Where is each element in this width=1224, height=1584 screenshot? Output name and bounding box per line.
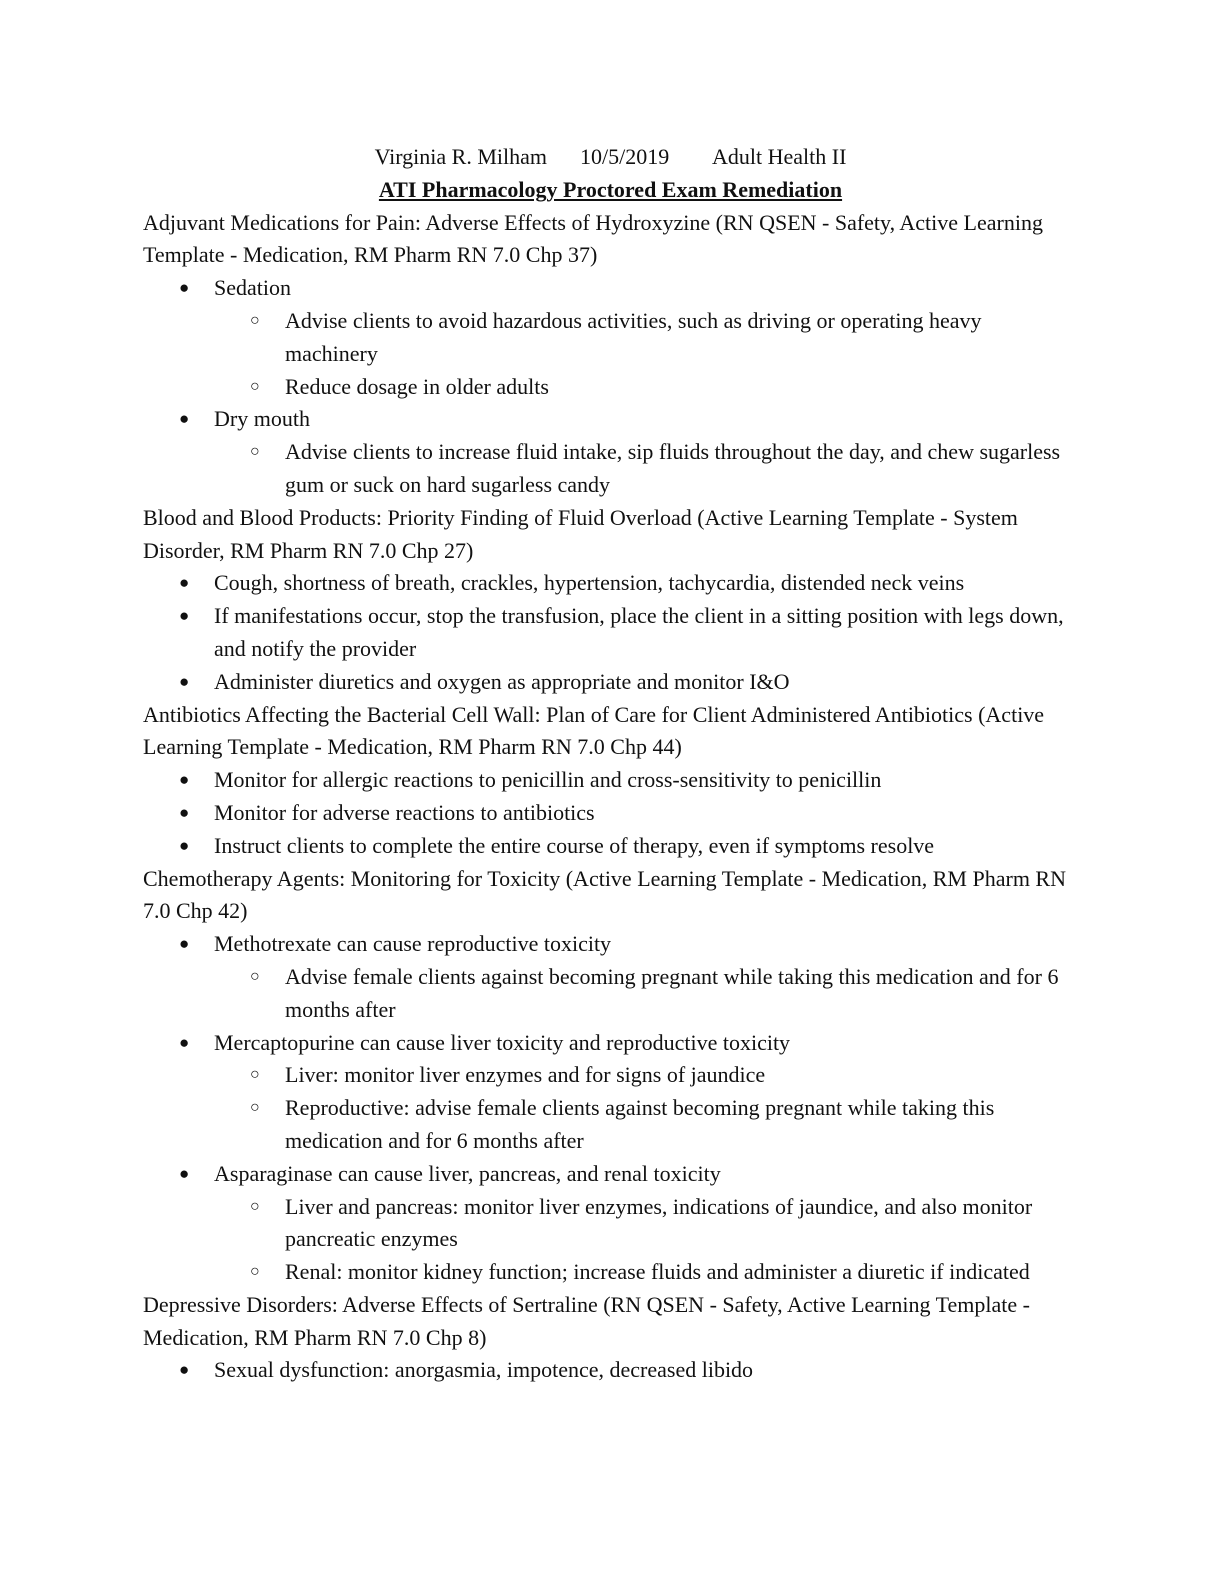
bullet-icon: ● [179, 934, 190, 954]
document-date: 10/5/2019 [580, 144, 670, 169]
list-item-text: Mercaptopurine can cause liver toxicity and reproductive toxicity [214, 1029, 791, 1055]
sub-list-item-text: Liver and pancreas: monitor liver enzymes, indications of jaundice, and also monitor pancreatic enzymes [285, 1193, 1033, 1252]
list-item [143, 600, 1078, 666]
circle-bullet-icon: ○ [250, 1263, 260, 1281]
bullet-icon: ● [179, 606, 190, 626]
sub-list-item [143, 961, 1078, 1027]
sub-list-item [143, 1256, 1078, 1289]
sub-list-item-text: Reproductive: advise female clients against becoming pregnant while taking this medication and for 6 months after [285, 1095, 995, 1153]
list-item [143, 1027, 1078, 1060]
circle-bullet-icon: ○ [250, 1066, 260, 1084]
course-name: Adult Health II [712, 144, 847, 169]
list-item [143, 567, 1078, 600]
sub-list-item-text: Reduce dosage in older adults [285, 373, 549, 399]
list-item [143, 797, 1078, 830]
list-item-text: If manifestations occur, stop the transfusion, place the client in a sitting position with legs down, and notify the provider [214, 603, 1064, 661]
section-heading: Blood and Blood Products: Priority Finding of Fluid Overload (Active Learning Template - System Disorder, RM Pharm RN 7.0 Chp 27) [143, 504, 1018, 563]
list-item-text: Monitor for adverse reactions to antibiotics [214, 799, 595, 825]
list-item-text: Cough, shortness of breath, crackles, hypertension, tachycardia, distended neck veins [214, 570, 965, 596]
bullet-icon: ● [179, 1032, 190, 1052]
sub-list-item-text: Advise female clients against becoming pregnant while taking this medication and for 6 months after [285, 963, 1059, 1022]
list-item [143, 272, 1078, 305]
sub-list-item-text: Renal: monitor kidney function; increase fluids and administer a diuretic if indicated [285, 1259, 1030, 1285]
section-heading: Depressive Disorders: Adverse Effects of Sertraline (RN QSEN - Safety, Active Learning Template - Medication, RM Pharm RN 7.0 Chp 8) [143, 1291, 1030, 1350]
sub-list-item [143, 1092, 1078, 1158]
section-heading: Chemotherapy Agents: Monitoring for Toxicity (Active Learning Template - Medication, RM Pharm RN 7.0 Chp 42) [143, 865, 1066, 924]
sections-container [143, 207, 1078, 1388]
list-item [143, 1354, 1078, 1387]
list-item-text: Dry mouth [214, 406, 310, 432]
bullet-icon: ● [179, 671, 190, 691]
list-item [143, 830, 1078, 863]
bullet-list [143, 1354, 1078, 1387]
list-item-text: Asparaginase can cause liver, pancreas, and renal toxicity [214, 1160, 721, 1186]
list-item [143, 928, 1078, 961]
bullet-icon: ● [179, 573, 190, 593]
document-body [143, 141, 1078, 1387]
bullet-icon: ● [179, 278, 190, 298]
list-item [143, 666, 1078, 699]
bullet-list [143, 764, 1078, 862]
author-name: Virginia R. Milham [374, 144, 547, 169]
sub-list-item-text: Liver: monitor liver enzymes and for signs of jaundice [285, 1062, 766, 1088]
bullet-icon: ● [179, 835, 190, 855]
sub-list-item [143, 1191, 1078, 1257]
bullet-icon: ● [179, 802, 190, 822]
bullet-list [143, 567, 1078, 698]
sub-list-item [143, 1059, 1078, 1092]
circle-bullet-icon: ○ [250, 1099, 260, 1117]
bullet-icon: ● [179, 1163, 190, 1183]
list-item-text: Administer diuretics and oxygen as appropriate and monitor I&O [214, 668, 790, 694]
list-item-text: Monitor for allergic reactions to penicillin and cross-sensitivity to penicillin [214, 767, 882, 793]
section-heading: Antibiotics Affecting the Bacterial Cell Wall: Plan of Care for Client Administered Antibiotics (Active Learning Template - Medication, RM Pharm RN 7.0 Chp 44) [143, 701, 1045, 760]
circle-bullet-icon: ○ [250, 967, 260, 985]
sub-list-item-text: Advise clients to increase fluid intake, sip fluids throughout the day, and chew sugarless gum or suck on hard sugarless candy [285, 439, 1061, 497]
list-item [143, 764, 1078, 797]
bullet-icon: ● [179, 409, 190, 429]
list-item-text: Sexual dysfunction: anorgasmia, impotence, decreased libido [214, 1357, 754, 1383]
bullet-list [143, 928, 1078, 1289]
header-line [143, 141, 1078, 174]
bullet-icon: ● [179, 1360, 190, 1380]
sub-list-item [143, 371, 1078, 404]
list-item-text: Methotrexate can cause reproductive toxicity [214, 931, 612, 957]
list-item [143, 1158, 1078, 1191]
list-item-text: Sedation [214, 275, 291, 301]
list-item-text: Instruct clients to complete the entire course of therapy, even if symptoms resolve [214, 832, 935, 858]
circle-bullet-icon: ○ [250, 311, 260, 329]
circle-bullet-icon: ○ [250, 1197, 260, 1215]
document-title: ATI Pharmacology Proctored Exam Remediation [378, 176, 843, 202]
section-heading: Adjuvant Medications for Pain: Adverse Effects of Hydroxyzine (RN QSEN - Safety, Active Learning Template - Medication, RM Pharm RN 7.0 Chp 37) [143, 209, 1043, 268]
sub-list-item-text: Advise clients to avoid hazardous activities, such as driving or operating heavy machinery [285, 307, 982, 366]
sub-list-item [143, 305, 1078, 371]
list-item [143, 403, 1078, 436]
circle-bullet-icon: ○ [250, 377, 260, 395]
circle-bullet-icon: ○ [250, 443, 260, 461]
bullet-icon: ● [179, 770, 190, 790]
bullet-list [143, 272, 1078, 502]
sub-list-item [143, 436, 1078, 502]
